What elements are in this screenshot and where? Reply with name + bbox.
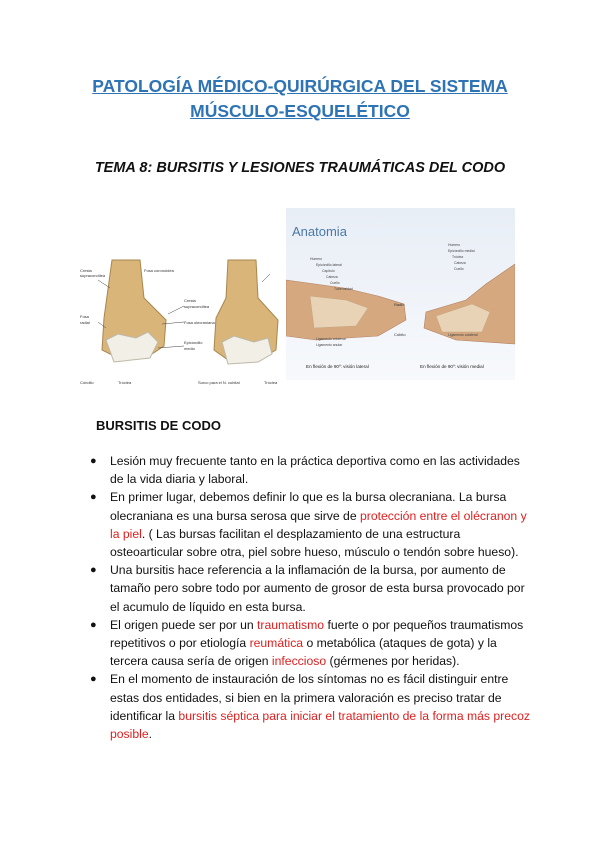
bullet-dot: ●: [90, 564, 97, 577]
svg-text:Capítulo: Capítulo: [322, 269, 335, 273]
svg-text:Tróclea: Tróclea: [264, 380, 278, 385]
bullet-list: [90, 452, 532, 743]
svg-text:Fosa: Fosa: [80, 314, 89, 319]
svg-text:Surco para el N. cubital: Surco para el N. cubital: [198, 380, 240, 385]
title-line-1: PATOLOGÍA MÉDICO-QUIRÚRGICA DEL SISTEMA: [92, 76, 508, 96]
section-heading: BURSITIS DE CODO: [96, 418, 221, 433]
svg-text:Tuberosidad: Tuberosidad: [334, 287, 353, 291]
svg-text:Cuello: Cuello: [330, 281, 340, 285]
svg-text:supracondílea: supracondílea: [80, 273, 106, 278]
page-title: [60, 74, 540, 124]
svg-text:supracondílea: supracondílea: [184, 304, 210, 309]
highlight-text: infeccioso: [271, 654, 327, 669]
highlight-text: traumatismo: [257, 617, 325, 632]
bullet-item-3: ● Una bursitis hace referencia a la inflamación de la bursa, por aumento de tamaño pero sobre todo por aumento de grosor de esta bursa provocado por el acumulo de líquido en esta bursa.: [90, 563, 525, 614]
svg-text:Cabeza: Cabeza: [454, 261, 466, 265]
svg-text:radial: radial: [80, 320, 90, 325]
svg-text:Cuello: Cuello: [454, 267, 464, 271]
highlight-text: reumática: [249, 636, 304, 651]
svg-text:Epicóndilo: Epicóndilo: [184, 340, 203, 345]
svg-text:Ligamento colateral: Ligamento colateral: [316, 337, 346, 341]
svg-text:Húmero: Húmero: [448, 243, 461, 247]
humerus-illustration: [78, 258, 283, 386]
chapter-heading: TEMA 8: BURSITIS Y LESIONES TRAUMÁTICAS DEL CODO: [94, 160, 506, 176]
svg-text:Húmero: Húmero: [310, 257, 323, 261]
svg-text:Tróclea: Tróclea: [118, 380, 132, 385]
svg-text:Tróclea: Tróclea: [452, 255, 464, 259]
caption-medial: En flexión de 90º: visión medial: [420, 364, 484, 369]
svg-text:Fosa coronoidea: Fosa coronoidea: [144, 268, 174, 273]
svg-text:Epicóndilo medial: Epicóndilo medial: [448, 249, 475, 253]
elbow-anatomy-slide: [286, 208, 515, 380]
svg-text:medio: medio: [184, 346, 195, 351]
highlight-text: protección entre el olécranon y la piel: [110, 508, 527, 541]
bullet-dot: ●: [90, 673, 97, 686]
svg-text:Ligamento colateral: Ligamento colateral: [448, 333, 478, 337]
svg-text:Cresta: Cresta: [80, 268, 92, 273]
bullet-item-4: ● El origen puede ser por un traumatismo fuerte o por pequeños traumatismos repetitivos o por etiología reumática o metabólica (ataques de gota) y la tercera causa sería de origen infeccioso (gérmenes por heridas).: [90, 617, 524, 669]
bullet-item-1: ● Lesión muy frecuente tanto en la práctica deportiva como en las actividades de la vida diaria y laboral.: [90, 454, 520, 487]
bullet-dot: ●: [90, 491, 97, 504]
highlight-text: bursitis séptica para iniciar el tratamiento de la forma más precoz posible: [110, 708, 530, 742]
bullet-item-5: ● En el momento de instauración de los síntomas no es fácil distinguir entre estas dos entidades, si bien en la primera valoración es preciso tratar de identificar la bursitis séptica para iniciar el tratamiento de la forma más precoz posible.: [90, 672, 530, 742]
radio-label: Radio: [394, 302, 405, 307]
svg-text:Cóndilo: Cóndilo: [80, 380, 94, 385]
bullet-dot: ●: [90, 455, 97, 467]
bullet-dot: ●: [90, 618, 97, 631]
slide-heading: Anatomia: [292, 224, 347, 239]
title-line-2: MÚSCULO-ESQUELÉTICO: [190, 101, 410, 121]
svg-text:Cresta: Cresta: [184, 298, 196, 303]
svg-text:Epicóndilo lateral: Epicóndilo lateral: [316, 263, 342, 267]
bullet-item-2: ● En primer lugar, debemos definir lo que es la bursa olecraniana. La bursa olecraniana es una bursa serosa que sirve de protección entre el olécranon y la piel. ( Las bursas facilitan el desplazamiento de una estructura osteoarticular sobre otra, piel sobre hueso, músculo o tendón sobre hueso).: [90, 490, 527, 560]
caption-lateral: En flexión de 90º: visión lateral: [306, 364, 369, 369]
svg-text:Ligamento anular: Ligamento anular: [316, 343, 343, 347]
svg-text:Cabeza: Cabeza: [326, 275, 338, 279]
cubito-label: Cúbito: [394, 332, 406, 337]
svg-text:Fosa olecraniana: Fosa olecraniana: [184, 320, 215, 325]
